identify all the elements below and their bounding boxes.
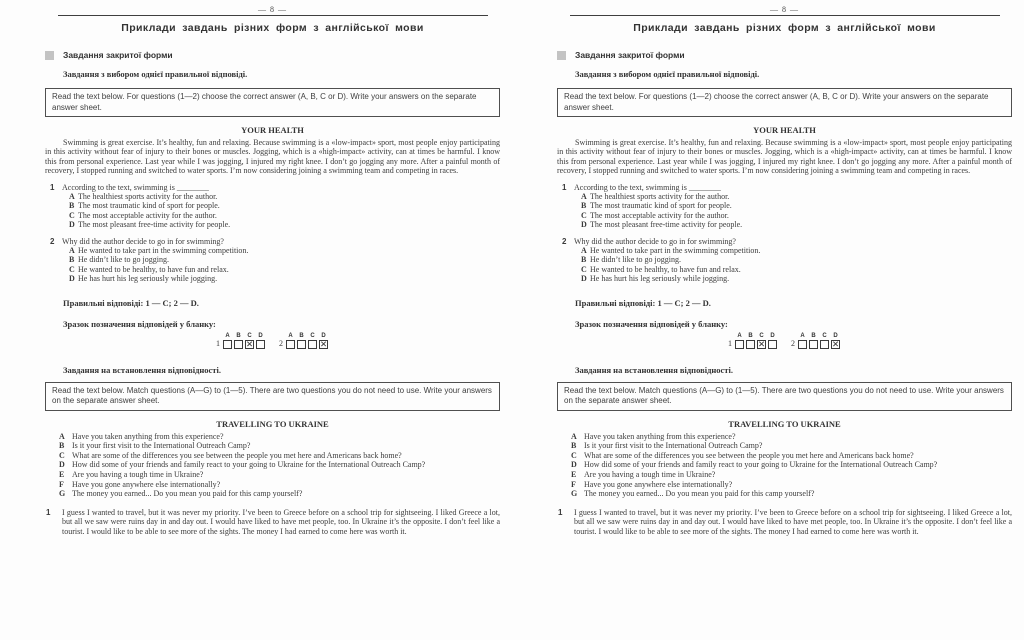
- cell-letter: C: [759, 332, 764, 339]
- cell-letter: C: [310, 332, 315, 339]
- option-letter: D: [69, 274, 75, 284]
- option-letter: B: [69, 255, 75, 265]
- option-row: [581, 255, 1012, 264]
- match-text: Have you taken anything from this experience?: [72, 431, 224, 441]
- match-question-row: [59, 480, 500, 490]
- answer-cell: [756, 333, 767, 349]
- question-block-1: [557, 183, 1012, 230]
- match-letter: E: [571, 470, 577, 480]
- cell-letter: D: [321, 332, 326, 339]
- matching-instruction-box: Read the text below. Match questions (A—G) to (1—5). There are two questions you do not need to use. Write your answers on the separate answer sheet.: [557, 382, 1012, 411]
- option-row: [69, 246, 500, 255]
- cell-letter: C: [822, 332, 827, 339]
- match-text: How did some of your friends and family react to your going to Ukraine for the International Outreach Camp?: [584, 460, 938, 470]
- match-letter: B: [59, 441, 65, 451]
- option-letter: B: [581, 201, 587, 211]
- option-text: The most acceptable activity for the author.: [590, 210, 729, 220]
- answer-cell: [255, 333, 266, 349]
- cell-letter: B: [236, 332, 241, 339]
- match-letter: C: [571, 450, 577, 460]
- answer-number: 1: [46, 507, 51, 517]
- answer-sheet-sample-label: Зразок позначення відповідей у бланку:: [575, 318, 728, 329]
- checkbox-marked: ✕: [245, 339, 254, 349]
- option-letter: A: [581, 192, 587, 202]
- match-letter: D: [59, 460, 65, 470]
- square-bullet-icon: [45, 51, 54, 60]
- checkbox: [308, 340, 317, 349]
- page-number: — 8 —: [770, 5, 799, 14]
- answer-grid-1: [216, 333, 266, 349]
- square-bullet-icon: [557, 51, 566, 60]
- matching-section-heading: Завдання на встановлення відповідності.: [575, 364, 733, 375]
- single-choice-task-heading: Завдання з вибором однієї правильної відповіді.: [63, 69, 248, 79]
- match-letter: C: [59, 450, 65, 460]
- grid-question-number: 1: [216, 338, 220, 348]
- checkbox: [735, 340, 744, 349]
- question-stem-row: [45, 183, 500, 192]
- match-answer-paragraph: [557, 508, 1012, 537]
- option-letter: C: [581, 210, 587, 220]
- question-stem-row: [557, 237, 1012, 246]
- checkbox: [256, 340, 265, 349]
- option-letter: B: [581, 255, 587, 265]
- matching-section-heading: Завдання на встановлення відповідності.: [63, 364, 221, 375]
- cell-letter: D: [833, 332, 838, 339]
- match-question-row: [571, 480, 1012, 490]
- option-letter: C: [69, 264, 75, 274]
- question-stem: According to the text, swimming is ________: [574, 182, 721, 192]
- cell-letter: A: [737, 332, 742, 339]
- match-text: What are some of the differences you see between the people you met here and Americans back home?: [72, 450, 402, 460]
- option-row: [69, 201, 500, 210]
- match-text: Is it your first visit to the International Outreach Camp?: [72, 441, 251, 451]
- answer-cell: [296, 333, 307, 349]
- matching-instruction-box: Read the text below. Match questions (A—G) to (1—5). There are two questions you do not need to use. Write your answers on the separate answer sheet.: [45, 382, 500, 411]
- match-text: The money you earned... Do you mean you paid for this camp yourself?: [584, 489, 815, 499]
- answer-cell: [734, 333, 745, 349]
- correct-answers-line: Правильні відповіді: 1 — C; 2 — D.: [575, 297, 711, 308]
- match-text: Is it your first visit to the International Outreach Camp?: [584, 441, 763, 451]
- answer-cell: [222, 333, 233, 349]
- checkbox: [297, 340, 306, 349]
- option-letter: D: [581, 220, 587, 230]
- option-text: He wanted to be healthy, to have fun and relax.: [78, 264, 229, 274]
- page-left: [45, 5, 500, 537]
- match-question-row: [571, 489, 1012, 499]
- matching-reading-title: TRAVELLING TO UKRAINE: [728, 418, 841, 429]
- page-number: — 8 —: [258, 5, 287, 14]
- reading-title: YOUR HEALTH: [241, 125, 304, 135]
- question-number: 2: [50, 236, 55, 246]
- answer-sheet-sample: [45, 333, 500, 349]
- answer-cell: [819, 333, 830, 349]
- answer-cell: [830, 333, 841, 349]
- option-text: He wanted to take part in the swimming competition.: [590, 246, 761, 256]
- checkbox: [768, 340, 777, 349]
- match-question-row: [59, 460, 500, 470]
- cell-letter: B: [299, 332, 304, 339]
- question-block-2: [557, 237, 1012, 284]
- answer-cell: [767, 333, 778, 349]
- answer-cell: [808, 333, 819, 349]
- cell-letter: D: [258, 332, 263, 339]
- answer-cell: [745, 333, 756, 349]
- checkbox-marked: ✕: [831, 339, 840, 349]
- question-stem: According to the text, swimming is ________: [62, 182, 209, 192]
- reading-title: YOUR HEALTH: [753, 125, 816, 135]
- checkbox: [286, 340, 295, 349]
- option-text: He wanted to take part in the swimming competition.: [78, 246, 249, 256]
- option-text: The most traumatic kind of sport for people.: [590, 201, 732, 211]
- checkbox: [223, 340, 232, 349]
- answer-grid-1: [728, 333, 778, 349]
- option-row: [69, 265, 500, 274]
- cell-letter: A: [288, 332, 293, 339]
- option-text: The most acceptable activity for the author.: [78, 210, 217, 220]
- option-row: [69, 220, 500, 229]
- single-choice-task-heading: Завдання з вибором однієї правильної відповіді.: [575, 69, 760, 79]
- match-question-row: [59, 489, 500, 499]
- option-text: The healthiest sports activity for the author.: [78, 192, 218, 202]
- option-row: [581, 246, 1012, 255]
- match-questions-list: [557, 432, 1012, 499]
- page-title: Приклади завдань різних форм з англійської мови: [121, 22, 424, 34]
- option-row: [69, 274, 500, 283]
- answer-cell: [285, 333, 296, 349]
- option-text: He wanted to be healthy, to have fun and relax.: [590, 264, 741, 274]
- question-number: 1: [562, 182, 567, 192]
- match-letter: A: [571, 431, 577, 441]
- cell-letter: A: [800, 332, 805, 339]
- match-letter: G: [59, 489, 66, 499]
- match-text: Are you having a tough time in Ukraine?: [72, 470, 204, 480]
- checkbox: [809, 340, 818, 349]
- match-text: Have you taken anything from this experience?: [584, 431, 736, 441]
- checkbox: [798, 340, 807, 349]
- match-letter: G: [571, 489, 578, 499]
- question-stem: Why did the author decide to go in for swimming?: [574, 236, 736, 246]
- answer-number: 1: [558, 507, 563, 517]
- option-text: The healthiest sports activity for the author.: [590, 192, 730, 202]
- answer-text: I guess I wanted to travel, but it was never my priority. I’ve been to Greece before on a school trip for sightseeing. I liked Greece a lot, but all we saw were ruins day in and day out. I would have liked to have met people, too. In Ukraine it’s the opposite. I don’t feel like a tourist. I would like to be able to see more of the sights. The money I had earned to come here was worth it.: [574, 507, 1012, 537]
- option-text: He has hurt his leg seriously while jogging.: [590, 274, 730, 284]
- match-answer-paragraph: [45, 508, 500, 537]
- reading-instruction-box: Read the text below. For questions (1—2) choose the correct answer (A, B, C or D). Write your answers on the separate answer sheet.: [557, 88, 1012, 117]
- cell-letter: B: [811, 332, 816, 339]
- checkbox: [820, 340, 829, 349]
- question-block-1: [45, 183, 500, 230]
- answer-cell: [244, 333, 255, 349]
- option-letter: A: [69, 246, 75, 256]
- checkbox-marked: ✕: [319, 339, 328, 349]
- match-letter: F: [59, 479, 64, 489]
- option-text: He has hurt his leg seriously while jogging.: [78, 274, 218, 284]
- cell-letter: B: [748, 332, 753, 339]
- option-letter: A: [69, 192, 75, 202]
- option-letter: A: [581, 246, 587, 256]
- match-text: What are some of the differences you see between the people you met here and Americans back home?: [584, 450, 914, 460]
- option-row: [581, 220, 1012, 229]
- closed-form-section-heading: [557, 50, 1012, 60]
- match-letter: B: [571, 441, 577, 451]
- option-text: He didn’t like to go jogging.: [78, 255, 169, 265]
- cell-letter: C: [247, 332, 252, 339]
- checkbox: [234, 340, 243, 349]
- option-row: [69, 192, 500, 201]
- option-letter: B: [69, 201, 75, 211]
- option-row: [581, 192, 1012, 201]
- match-question-row: [571, 451, 1012, 461]
- match-letter: F: [571, 479, 576, 489]
- match-text: The money you earned... Do you mean you paid for this camp yourself?: [72, 489, 303, 499]
- option-letter: C: [581, 264, 587, 274]
- matching-reading-title: TRAVELLING TO UKRAINE: [216, 418, 329, 429]
- match-text: Have you gone anywhere else internationally?: [72, 479, 221, 489]
- header-rule: [570, 15, 1000, 16]
- match-question-row: [571, 470, 1012, 480]
- match-text: How did some of your friends and family react to your going to Ukraine for the International Outreach Camp?: [72, 460, 426, 470]
- closed-form-heading-label: Завдання закритої форми: [63, 50, 173, 60]
- option-text: The most traumatic kind of sport for people.: [78, 201, 220, 211]
- answer-text: I guess I wanted to travel, but it was never my priority. I’ve been to Greece before on a school trip for sightseeing. I liked Greece a lot, but all we saw were ruins day in and day out. I would have liked to have met people, too. In Ukraine it’s the opposite. I don’t feel like a tourist. I would like to be able to see more of the sights. The money I had earned to come here was worth it.: [62, 507, 500, 537]
- match-question-row: [59, 441, 500, 451]
- option-text: The most pleasant free-time activity for people.: [590, 220, 743, 230]
- match-question-row: [571, 432, 1012, 442]
- option-row: [69, 255, 500, 264]
- match-question-row: [571, 441, 1012, 451]
- question-block-2: [45, 237, 500, 284]
- question-stem: Why did the author decide to go in for swimming?: [62, 236, 224, 246]
- question-stem-row: [45, 237, 500, 246]
- option-text: The most pleasant free-time activity for people.: [78, 220, 231, 230]
- question-number: 1: [50, 182, 55, 192]
- option-letter: D: [581, 274, 587, 284]
- option-letter: D: [69, 220, 75, 230]
- match-letter: A: [59, 431, 65, 441]
- option-row: [69, 211, 500, 220]
- match-question-row: [59, 432, 500, 442]
- match-text: Have you gone anywhere else internationally?: [584, 479, 733, 489]
- cell-letter: D: [770, 332, 775, 339]
- match-letter: E: [59, 470, 65, 480]
- answer-cell: [318, 333, 329, 349]
- option-letter: C: [69, 210, 75, 220]
- answer-grid-2: [791, 333, 841, 349]
- answer-grid-2: [279, 333, 329, 349]
- match-letter: D: [571, 460, 577, 470]
- closed-form-section-heading: [45, 50, 500, 60]
- grid-question-number: 2: [791, 338, 795, 348]
- option-row: [581, 201, 1012, 210]
- reading-text: Swimming is great exercise. It’s healthy, fun and relaxing. Because swimming is a «low-impact» sport, most people enjoy participating in this activity without fear of injury to their bones or muscles. Jogging, which is a «high-impact» activity, can at times be harmful. I know this from personal experience. Last year while I was jogging, I injured my right knee. I don’t go jogging any more. After a painful month of recovery, I stopped running and switched to water sports. I’m now considering joining a swimming team and competing in races.: [557, 138, 1012, 176]
- reading-instruction-box: Read the text below. For questions (1—2) choose the correct answer (A, B, C or D). Write your answers on the separate answer sheet.: [45, 88, 500, 117]
- checkbox: [746, 340, 755, 349]
- answer-cell: [797, 333, 808, 349]
- closed-form-heading-label: Завдання закритої форми: [575, 50, 685, 60]
- option-text: He didn’t like to go jogging.: [590, 255, 681, 265]
- correct-answers-line: Правильні відповіді: 1 — C; 2 — D.: [63, 297, 199, 308]
- match-question-row: [571, 460, 1012, 470]
- cell-letter: A: [225, 332, 230, 339]
- page-right: [557, 5, 1012, 537]
- match-questions-list: [45, 432, 500, 499]
- grid-question-number: 1: [728, 338, 732, 348]
- question-number: 2: [562, 236, 567, 246]
- grid-question-number: 2: [279, 338, 283, 348]
- answer-sheet-sample-label: Зразок позначення відповідей у бланку:: [63, 318, 216, 329]
- question-stem-row: [557, 183, 1012, 192]
- reading-text: Swimming is great exercise. It’s healthy, fun and relaxing. Because swimming is a «low-impact» sport, most people enjoy participating in this activity without fear of injury to their bones or muscles. Jogging, which is a «high-impact» activity, can at times be harmful. I know this from personal experience. Last year while I was jogging, I injured my right knee. I don’t go jogging any more. After a painful month of recovery, I stopped running and switched to water sports. I’m now considering joining a swimming team and competing in races.: [45, 138, 500, 176]
- answer-cell: [307, 333, 318, 349]
- option-row: [581, 211, 1012, 220]
- option-row: [581, 265, 1012, 274]
- answer-cell: [233, 333, 244, 349]
- checkbox-marked: ✕: [757, 339, 766, 349]
- match-question-row: [59, 470, 500, 480]
- match-question-row: [59, 451, 500, 461]
- answer-sheet-sample: [557, 333, 1012, 349]
- option-row: [581, 274, 1012, 283]
- header-rule: [58, 15, 488, 16]
- match-text: Are you having a tough time in Ukraine?: [584, 470, 716, 480]
- page-title: Приклади завдань різних форм з англійської мови: [633, 22, 936, 34]
